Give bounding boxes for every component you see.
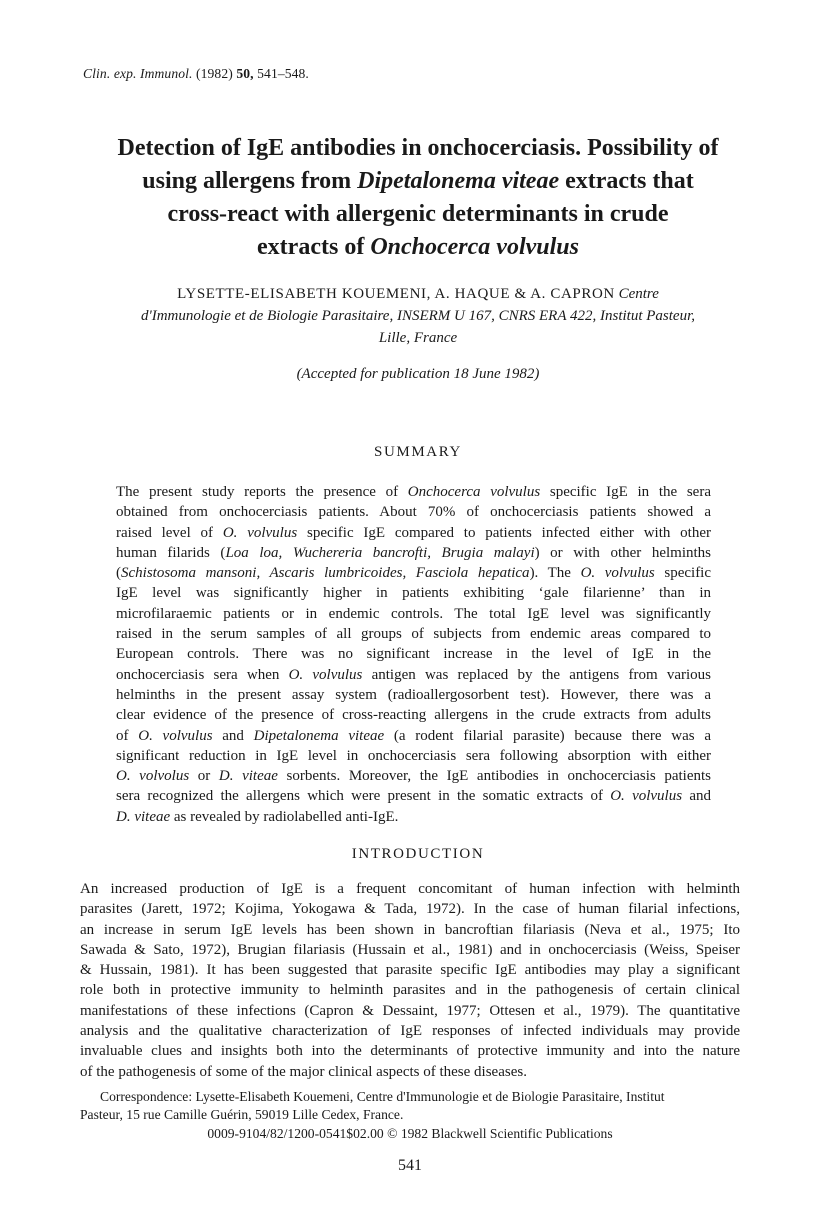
summary-line: European controls. There was no significant increase in the level of IgE in the [116, 646, 711, 663]
author-names: LYSETTE-ELISABETH KOUEMENI, A. HAQUE & A. CAPRON [177, 286, 615, 302]
title-line-4 [60, 231, 776, 264]
intro-line: an increase in serum IgE levels has been shown in bancroftian filariasis (Neva et al., 1975; Ito [80, 921, 740, 938]
summary-line: microfilaraemic patients or in endemic controls. The total IgE level was significantly [116, 605, 711, 622]
correspondence-line: Pasteur, 15 rue Camille Guérin, 59019 Lille Cedex, France. [80, 1107, 404, 1123]
intro-line: An increased production of IgE is a frequent concomitant of human infection with helminth [80, 881, 740, 897]
journal-year: (1982) [196, 66, 233, 81]
intro-line: role both in protective immunity to helminth parasites and in the pathogenesis of certain clinical [80, 982, 740, 999]
author-line-3 [60, 327, 776, 349]
correspondence-note [80, 1088, 740, 1125]
summary-line: The present study reports the presence of Onchocerca volvulus specific IgE in the sera [116, 484, 711, 500]
author-line-2 [60, 305, 776, 327]
title-text: extracts of [257, 234, 371, 260]
summary-line: sera recognized the allergens which were present in the somatic extracts of O. volvulus and [116, 788, 711, 805]
intro-line: & Hussain, 1981). It has been suggested that parasite specific IgE antibodies may play a significant [80, 962, 740, 979]
summary-paragraph [116, 482, 711, 827]
affiliation-text: Lille, France [378, 330, 458, 346]
intro-line: of the pathogenesis of some of the major clinical aspects of these diseases. [80, 1063, 527, 1080]
summary-line: raised level of O. volvulus specific IgE compared to patients infected either with other [116, 524, 711, 541]
journal-volume: 50, [236, 66, 254, 81]
article-title [60, 132, 776, 264]
title-species-name: Onchocerca volvulus [370, 234, 579, 260]
page-number: 541 [398, 1157, 422, 1174]
summary-line: significant reduction in IgE level in onchocerciasis sera following absorption with either [116, 747, 711, 764]
title-text: extracts that [559, 168, 694, 194]
copyright-line: 0009-9104/82/1200-0541$02.00 © 1982 Blackwell Scientific Publications [207, 1126, 613, 1141]
summary-line: (Schistosoma mansoni, Ascaris lumbricoides, Fasciola hepatica). The O. volvulus specific [116, 565, 712, 582]
journal-pages: 541–548. [257, 66, 309, 81]
intro-line: parasites (Jarett, 1972; Kojima, Yokogawa & Tada, 1972). In the case of human filarial infections, [80, 901, 740, 918]
summary-line: of O. volvulus and Dipetalonema viteae (a rodent filarial parasite) because there was a [116, 727, 711, 744]
intro-line: analysis and the qualitative characterization of IgE responses of infected individuals may provide [80, 1023, 740, 1040]
journal-reference [83, 66, 309, 82]
author-block [60, 283, 776, 349]
title-line-1: Detection of IgE antibodies in onchocerciasis. Possibility of [117, 135, 719, 161]
intro-line: invaluable clues and insights both into the determinants of protective immunity and into the nature [80, 1043, 740, 1060]
summary-line: human filarids (Loa loa, Wuchereria bancrofti, Brugia malayi) or with other helminths [116, 544, 711, 561]
accepted-date: (Accepted for publication 18 June 1982) [296, 366, 540, 382]
summary-line: IgE level was significantly higher in patients exhibiting ‘gale filarienne’ than in [116, 585, 711, 602]
title-text: using allergens from [142, 168, 358, 194]
affiliation-text: Centre [618, 286, 659, 302]
author-line-1 [60, 283, 776, 305]
summary-line: onchocerciasis sera when O. volvulus antigen was replaced by the antigens from various [116, 666, 711, 683]
title-line-3: cross-react with allergenic determinants in crude [167, 201, 669, 227]
summary-line: raised in the serum samples of all groups of subjects from endemic areas compared to [116, 626, 711, 643]
introduction-heading: INTRODUCTION [351, 846, 485, 862]
intro-line: manifestations of these infections (Capron & Dessaint, 1977; Ottesen et al., 1979). The quantitative [80, 1002, 740, 1019]
summary-line: D. viteae as revealed by radiolabelled anti-IgE. [116, 808, 399, 825]
intro-line: Sawada & Sato, 1972), Brugian filariasis (Hussain et al., 1981) and in onchocerciasis (Weiss, Speiser [80, 941, 740, 958]
summary-line: O. volvolus or D. viteae sorbents. Moreover, the IgE antibodies in onchocerciasis patients [116, 768, 712, 785]
summary-line: helminths in the present assay system (radioallergosorbent test). However, there was a [116, 686, 711, 703]
journal-name: Clin. exp. Immunol. [83, 66, 193, 81]
summary-heading: SUMMARY [374, 444, 462, 460]
summary-line: obtained from onchocerciasis patients. About 70% of onchocerciasis patients showed a [116, 504, 711, 521]
title-species-name: Dipetalonema viteae [357, 168, 560, 194]
affiliation-text: d'Immunologie et de Biologie Parasitaire, INSERM U 167, CNRS ERA 422, Institut Pasteur, [141, 308, 695, 324]
summary-line: clear evidence of the presence of cross-reacting allergens in the crude extracts from adults [116, 707, 711, 724]
introduction-paragraph [80, 879, 740, 1082]
title-line-2 [60, 165, 776, 198]
correspondence-line: Correspondence: Lysette-Elisabeth Kouemeni, Centre d'Immunologie et de Biologie Parasitaire, Institut [100, 1089, 665, 1104]
